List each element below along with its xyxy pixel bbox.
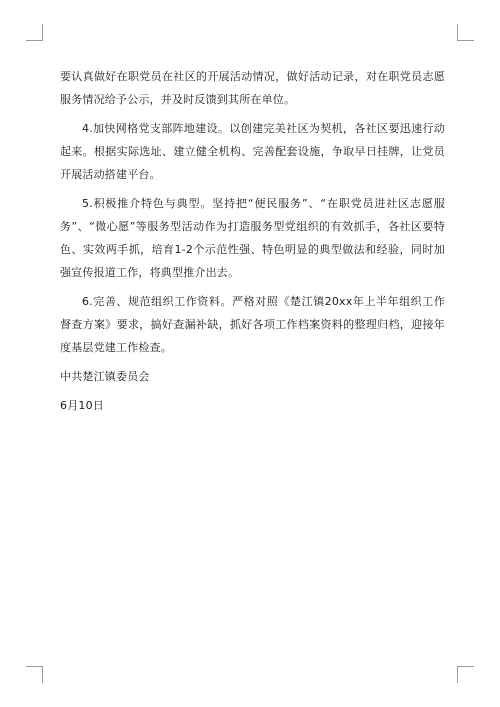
paragraph-continuation: 要认真做好在职党员在社区的开展活动情况，做好活动记录，对在职党员志愿服务情况给予公示，并及时反馈到其所在单位。 [60,70,445,106]
crop-mark-top-left [26,24,43,41]
crop-mark-top-right [457,24,474,41]
paragraph-item-5: 5.积极推介特色与典型。坚持把“便民服务”、“在职党员进社区志愿服务”、“微心愿”等服务型活动作为打造服务型党组织的有效抓手，各社区要特色、实效两手抓，培育1-2个示范性强、特色明显的典型做法和经验，同时加强宣传报道工作，将典型推介出去。 [60,197,445,279]
signature-organization: 中共楚江镇委员会 [60,370,150,383]
crop-mark-bottom-left [26,666,43,683]
crop-mark-bottom-right [457,666,474,683]
paragraph-item-6: 6.完善、规范组织工作资料。严格对照《楚江镇20xx年上半年组织工作督查方案》要求，搞好查漏补缺，抓好各项工作档案资料的整理归档，迎接年度基层党建工作检查。 [60,295,445,354]
paragraph-item-4: 4.加快网格党支部阵地建设。以创建完美社区为契机，各社区要迅速行动起来。根据实际选址、建立健全机构、完善配套设施，争取早日挂牌，让党员开展活动搭建平台。 [60,122,445,181]
document-body [60,65,445,417]
signature-date: 6月10日 [60,399,104,412]
